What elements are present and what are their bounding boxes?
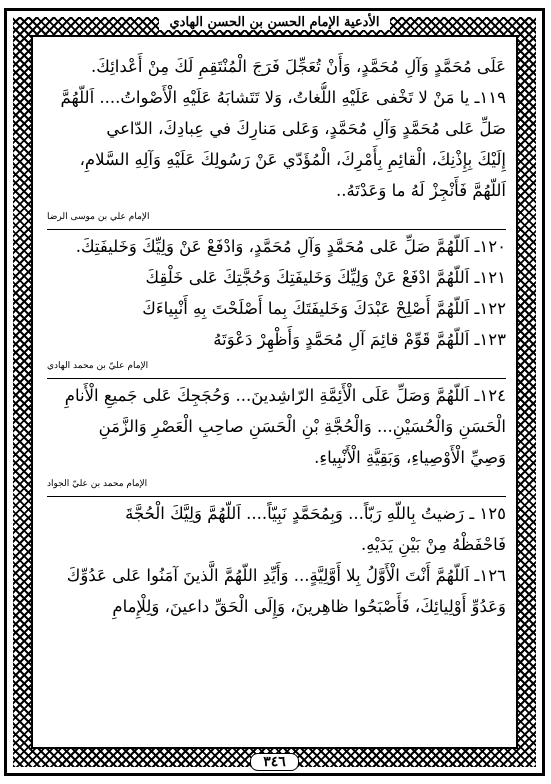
text-line: ١٢٥ ـ رَضيتُ بِاللّهِ رَبّاً... وَبِمُحَمَّدٍ نَبِيّاً.... اَللّهُمَّ وَلِيَّكَ الْحُجَّةَ <box>125 504 506 523</box>
text-line: ١٢٠ـ اَللّهُمَّ صَلِّ عَلى مُحَمَّدٍ وَآلِ مُحَمَّدٍ، وَادْفَعْ عَنْ وَلِيِّكَ وَخَليفَتِكَ. <box>75 237 506 256</box>
text-line: وَصِيِّ الْأَوْصِياءِ، وَبَقِيَّةِ الْأَنْبِياءِ. <box>314 448 506 467</box>
attribution: الإمام محمد بن عليّ الجواد <box>47 479 148 489</box>
section-divider <box>47 229 506 230</box>
text-line: إِلَيْكَ بِإِذْنِكَ، الْقائِمِ بِأَمْرِكَ، الْمُؤَدّي عَنْ رَسُولِكَ عَلَيْهِ وَآلِهِ السَّلامِ، <box>79 150 506 169</box>
header-title: الأدعية الإمام الحسن بن الحسن الهادي <box>159 15 389 30</box>
attribution: الإمام عليّ بن محمد الهادي <box>47 361 149 371</box>
text-line: عَلَى مُحَمَّدٍ وَآلِ مُحَمَّدٍ، وَأَنْ تُعَجِّلَ فَرَجَ الْمُنْتَقِمِ لَكَ مِنْ أَعْدائِكَ. <box>91 57 506 76</box>
section-divider <box>47 496 506 497</box>
attribution: الإمام علي بن موسى الرضا <box>47 212 150 222</box>
text-line: ١٢١ـ اَللّهُمَّ ادْفَعْ عَنْ وَلِيِّكَ وَخَليفَتِكَ وَحُجَّتِكَ عَلى خَلْقِكَ <box>145 268 506 287</box>
section-divider <box>47 378 506 379</box>
text-line: وَعَدُوِّ أَوْلِيائِكَ، فَأَصْبَحُوا ظاهِرينَ، وَإِلَى الْحَقِّ داعينَ، وَلِلْإِمامِ <box>112 597 506 616</box>
page-border <box>4 8 545 776</box>
text-content <box>47 51 506 727</box>
text-line: ١١٩ـ يا مَنْ لا تَخْفى عَلَيْهِ اللُّغاتُ، وَلا تَتَشابَهُ عَلَيْهِ الْأَصْواتُ.... اَللّهُمَّ <box>60 88 506 107</box>
text-line: الْحَسَنِ وَالْحُسَيْنِ... وَالْحُجَّةِ بْنِ الْحَسَنِ صاحِبِ الْعَصْرِ وَالزَّمَنِ <box>98 417 506 436</box>
text-line: ١٢٣ـ اَللّهُمَّ قَوِّمْ قائِمَ آلِ مُحَمَّدٍ وَأَظْهِرْ دَعْوَتَهُ <box>213 330 506 349</box>
page-body <box>31 15 518 770</box>
page-number-badge <box>33 751 516 771</box>
text-line: ١٢٤ـ اَللّهُمَّ وَصَلِّ عَلَى الْأَئِمَّةِ الرّاشِدينَ... وَحُجَجِكَ عَلى جَميعِ الْأَنامِ <box>64 386 506 405</box>
text-line: اَللّهُمَّ فَأَنْجِزْ لَهُ ما وَعَدْتَهُ.. <box>335 181 506 200</box>
text-line: ١٢٦ـ اَللّهُمَّ أَنْتَ الْأَوَّلُ بِلا أَوَّلِيَّةٍ... وَأَيِّدِ اللّهُمَّ الَّذينَ آمَنُوا عَلى عَدُوِّكَ <box>66 566 506 585</box>
page-number: ٣٤٦ <box>250 753 299 771</box>
text-line: ١٢٢ـ اَللّهُمَّ أَصْلِحْ عَبْدَكَ وَخَليفَتَكَ بِما أَصْلَحْتَ بِهِ أَنْبِياءَكَ <box>142 299 506 318</box>
text-line: فَاحْفَظْهُ مِنْ بَيْنِ يَدَيْهِ. <box>360 535 506 554</box>
running-header <box>33 11 516 30</box>
text-line: صَلِّ عَلى مُحَمَّدٍ وَآلِ مُحَمَّدٍ، وَعَلى مَنارِكَ في عِبادِكَ، الدّاعي <box>106 119 506 138</box>
